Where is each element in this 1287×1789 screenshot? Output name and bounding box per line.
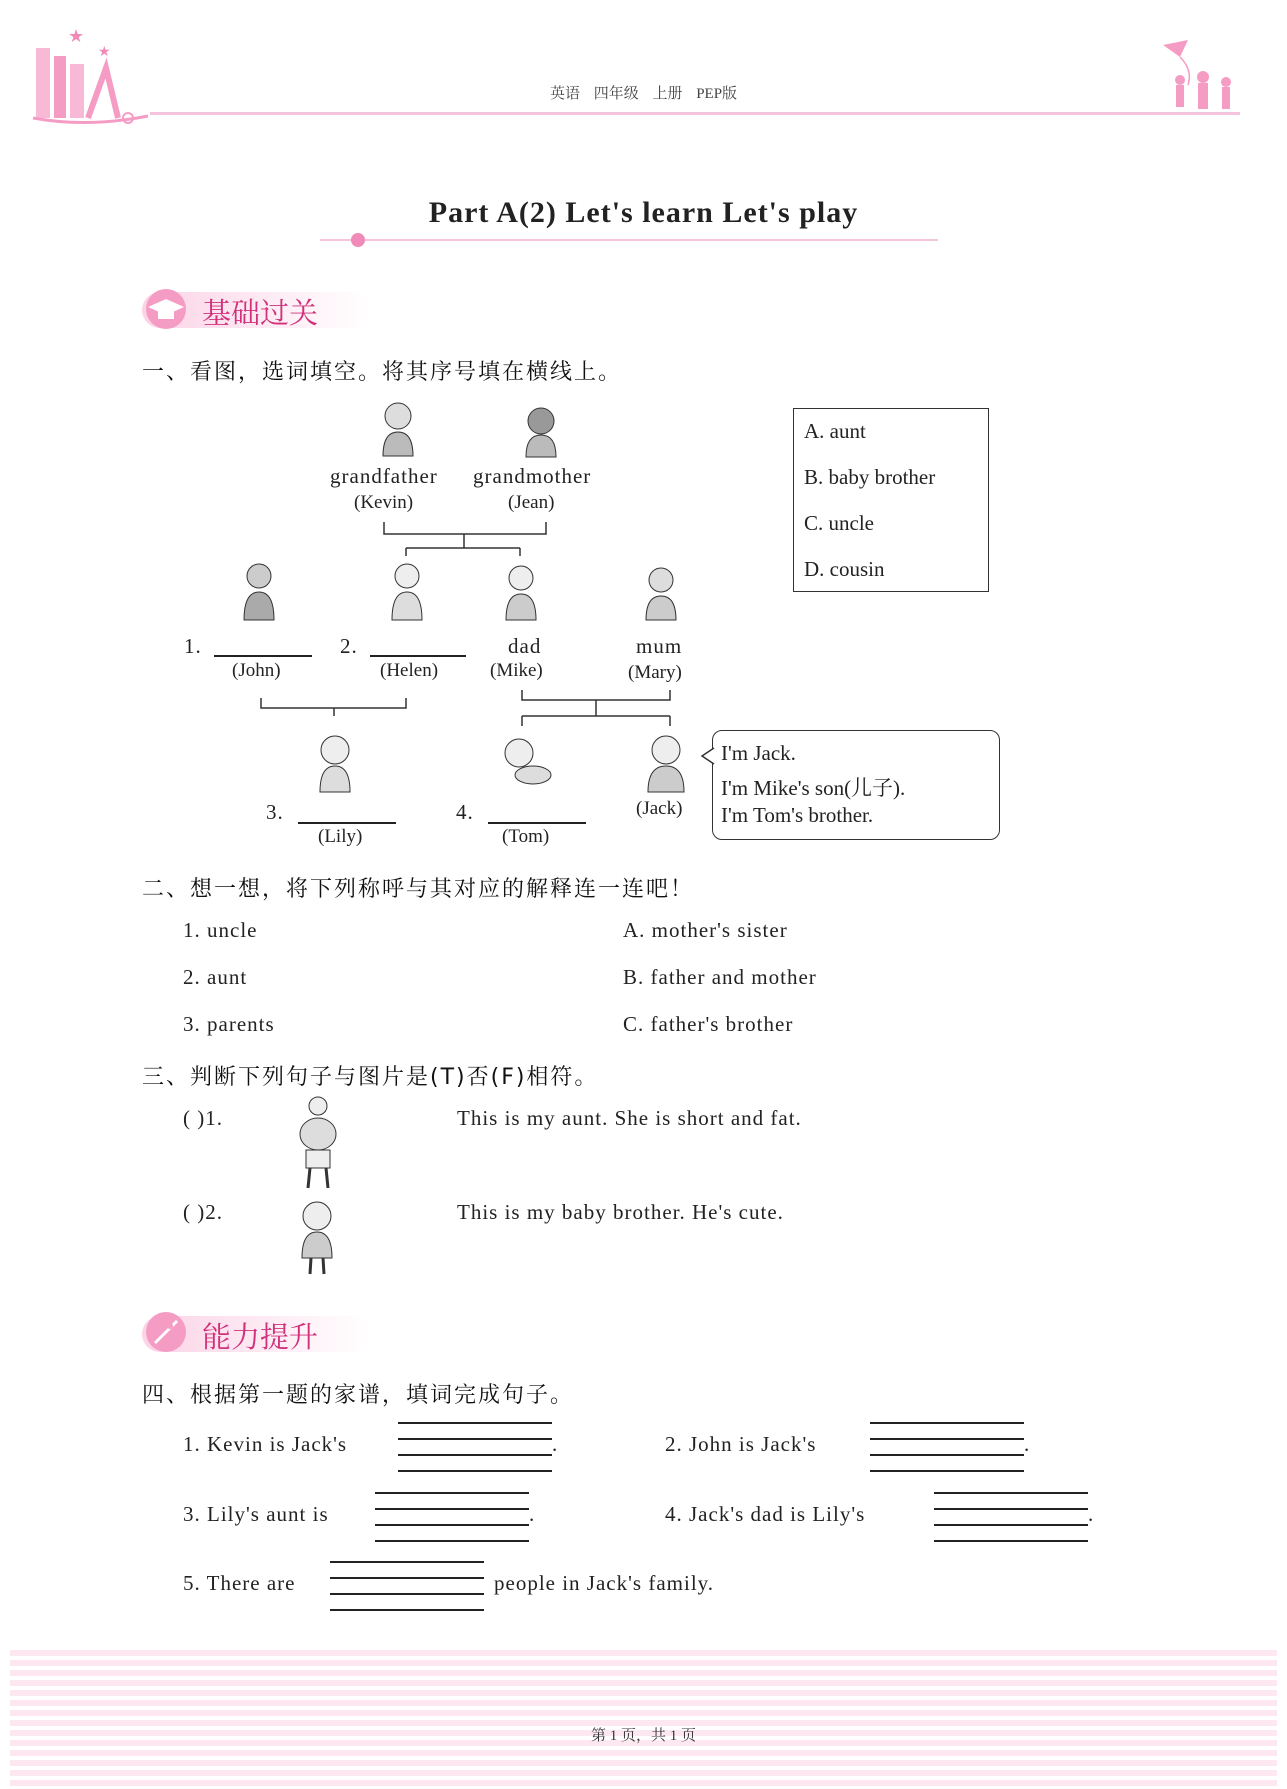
q4-period-4: .: [1088, 1502, 1095, 1526]
jack-figure-icon: [636, 732, 698, 794]
q4-blank-3[interactable]: [375, 1490, 529, 1542]
mum-label: mum: [636, 634, 683, 658]
q4-period-3: .: [529, 1502, 536, 1526]
q3-item-1-paren[interactable]: ( )1.: [183, 1106, 223, 1130]
grandmother-label: grandmother: [473, 464, 592, 488]
jack-speech-bubble: [712, 730, 1000, 840]
q2-left-1[interactable]: 1. uncle: [183, 918, 258, 942]
speech-line-1: I'm Jack.: [721, 741, 796, 765]
option-a: A. aunt: [804, 419, 866, 443]
header-text: 英语 四年级 上册 PEP版: [549, 86, 738, 102]
q2-right-c[interactable]: C. father's brother: [623, 1012, 794, 1036]
q4-sentence-3: 3. Lily's aunt is: [183, 1502, 329, 1526]
section-basic-title: 基础过关: [202, 296, 319, 330]
q3-title: 三、判断下列句子与图片是(T)否(F)相符。: [142, 1065, 599, 1090]
q2-left-2[interactable]: 2. aunt: [183, 965, 248, 989]
john-name: (John): [232, 660, 281, 681]
helen-name: (Helen): [380, 660, 439, 681]
grandmother-name: (Jean): [508, 492, 555, 513]
q4-sentence-5a: 5. There are: [183, 1571, 296, 1595]
grandfather-name: (Kevin): [354, 492, 414, 513]
lily-name: (Lily): [318, 826, 363, 847]
option-b: B. baby brother: [804, 465, 936, 489]
helen-number: 2.: [340, 634, 358, 658]
mum-name: (Mary): [628, 662, 682, 683]
option-c: C. uncle: [804, 511, 874, 535]
page-number: 第 1 页，共 1 页: [590, 1728, 696, 1744]
tom-answer-blank[interactable]: [488, 822, 586, 824]
q4-sentence-2: 2. John is Jack's: [665, 1432, 817, 1456]
svg-text:★: ★: [68, 26, 85, 46]
q4-blank-5[interactable]: [330, 1559, 484, 1611]
section-ability-title: 能力提升: [202, 1320, 319, 1354]
q3-item-1-sentence: This is my aunt. She is short and fat.: [457, 1106, 802, 1130]
q2-title: 二、想一想，将下列称呼与其对应的解释连一连吧！: [142, 877, 695, 902]
grandfather-figure-icon: [375, 398, 421, 458]
q4-blank-1[interactable]: [398, 1420, 552, 1472]
q4-blank-2[interactable]: [870, 1420, 1024, 1472]
lily-number: 3.: [266, 800, 284, 824]
john-figure-icon: [236, 560, 282, 622]
tom-number: 4.: [456, 800, 474, 824]
q4-period-1: .: [552, 1432, 559, 1456]
q4-title: 四、根据第一题的家谱，填词完成句子。: [142, 1383, 575, 1408]
dad-label: dad: [508, 634, 542, 658]
girl-figure-icon: [294, 1198, 340, 1278]
footer-band: [10, 1650, 1277, 1789]
q4-blank-4[interactable]: [934, 1490, 1088, 1542]
helen-answer-blank[interactable]: [370, 655, 466, 657]
mum-figure-icon: [638, 564, 684, 622]
speech-line-2: I'm Mike's son(儿子).: [721, 776, 906, 800]
john-number: 1.: [184, 634, 202, 658]
tom-name: (Tom): [502, 826, 550, 847]
aunt-figure-icon: [294, 1094, 342, 1192]
q4-period-2: .: [1024, 1432, 1031, 1456]
option-d: D. cousin: [804, 557, 885, 581]
svg-text:★: ★: [98, 45, 111, 60]
dad-name: (Mike): [490, 660, 543, 681]
tom-baby-figure-icon: [495, 735, 555, 787]
q4-sentence-1: 1. Kevin is Jack's: [183, 1432, 348, 1456]
q2-right-a[interactable]: A. mother's sister: [623, 918, 788, 942]
q2-right-b[interactable]: B. father and mother: [623, 965, 817, 989]
q2-left-3[interactable]: 3. parents: [183, 1012, 275, 1036]
q4-sentence-4: 4. Jack's dad is Lily's: [665, 1502, 866, 1526]
helen-figure-icon: [384, 560, 430, 622]
page-title: Part A(2) Let's learn Let's play: [428, 196, 859, 229]
q1-title: 一、看图，选词填空。将其序号填在横线上。: [142, 360, 623, 385]
q1-options-box: [793, 408, 989, 592]
rocket-icon: [140, 1308, 192, 1354]
lily-answer-blank[interactable]: [298, 822, 396, 824]
q3-item-2-sentence: This is my baby brother. He's cute.: [457, 1200, 784, 1224]
grandmother-figure-icon: [518, 403, 564, 459]
dad-figure-icon: [498, 562, 544, 622]
jack-name: (Jack): [636, 798, 683, 819]
q4-sentence-5b: people in Jack's family.: [494, 1571, 715, 1595]
speech-line-3: I'm Tom's brother.: [721, 803, 874, 827]
lily-figure-icon: [310, 732, 360, 794]
john-answer-blank[interactable]: [214, 655, 312, 657]
grandfather-label: grandfather: [330, 464, 438, 488]
q3-item-2-paren[interactable]: ( )2.: [183, 1200, 223, 1224]
speech-bubble-tail: [700, 746, 716, 766]
